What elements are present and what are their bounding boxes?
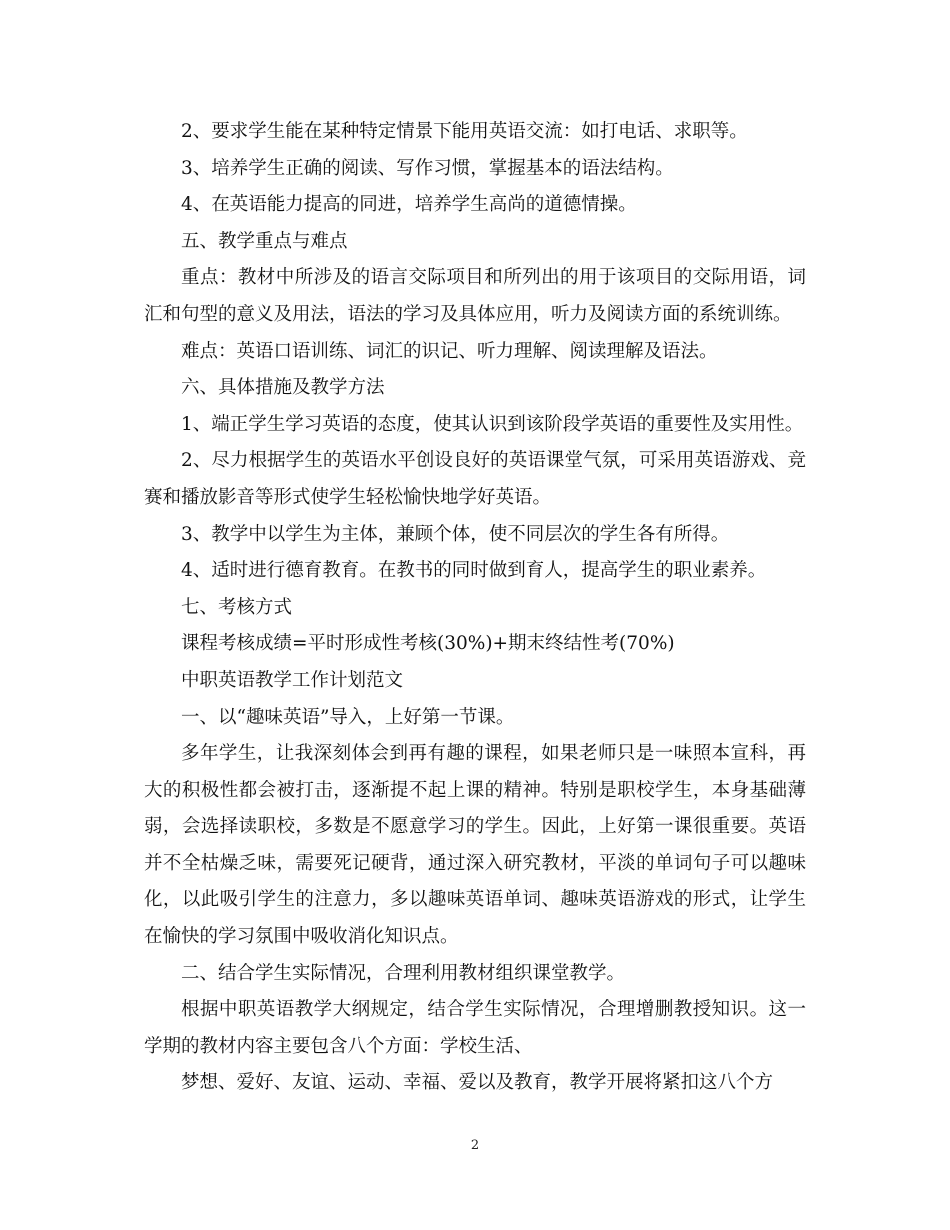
section-heading-key-points: 五、教学重点与难点 — [181, 230, 348, 252]
paragraph-assessment: 课程考核成绩=平时形成性考核(30%)+期末终结性考(70%) — [181, 633, 675, 655]
page-number: 2 — [470, 1138, 480, 1153]
paragraph-goal-4: 4、在英语能力提高的同进，培养学生高尚的道德情操。 — [181, 194, 637, 216]
paragraph-topics: 梦想、爱好、友谊、运动、幸福、爱以及教育，教学开展将紧扣这八个方 — [181, 1072, 774, 1094]
section-heading-assessment: 七、考核方式 — [181, 596, 293, 618]
paragraph-fun-english: 多年学生，让我深刻体会到再有趣的课程，如果老师只是一味照本宣科，再大的积极性都会被打击，逐渐提不起上课的精神。特别是职校学生，本身基础薄弱，会选择读职校，多数是不愿意学习的学生。因此，上好第一课很重要。英语并不全枯燥乏味，需要死记硬背，通过深入研究教材，平淡的单词句子可以趣味化，以此吸引学生的注意力，多以趣味英语单词、趣味英语游戏的形式，让学生在愉快的学习氛围中吸收消化知识点。 — [144, 743, 806, 948]
section-heading-fun-english: 一、以“趣味英语”导入，上好第一节课。 — [181, 706, 515, 728]
paragraph-method-2: 2、尽力根据学生的英语水平创设良好的英语课堂气氛，可采用英语游戏、竞赛和播放影音等形式使学生轻松愉快地学好英语。 — [144, 450, 806, 508]
document-subtitle: 中职英语教学工作计划范文 — [181, 669, 404, 691]
section-heading-methods: 六、具体措施及教学方法 — [181, 377, 385, 399]
paragraph-key-points: 重点：教材中所涉及的语言交际项目和所列出的用于该项目的交际用语，词汇和句型的意义及用法，语法的学习及具体应用，听力及阅读方面的系统训练。 — [144, 267, 806, 325]
paragraph-method-4: 4、适时进行德育教育。在教书的同时做到育人，提高学生的职业素养。 — [181, 560, 767, 582]
body-text — [144, 114, 806, 1102]
paragraph-goal-2: 2、要求学生能在某种特定情景下能用英语交流：如打电话、求职等。 — [181, 121, 748, 142]
paragraph-textbook: 根据中职英语教学大纲规定，结合学生实际情况，合理增删教授知识。这一学期的教材内容主要包含八个方面：学校生活、 — [144, 999, 806, 1057]
section-heading-textbook: 二、结合学生实际情况，合理利用教材组织课堂教学。 — [181, 962, 626, 984]
paragraph-goal-3: 3、培养学生正确的阅读、写作习惯，掌握基本的语法结构。 — [181, 157, 674, 179]
paragraph-method-1: 1、端正学生学习英语的态度，使其认识到该阶段学英语的重要性及实用性。 — [181, 413, 804, 435]
paragraph-difficulties: 难点：英语口语训练、词汇的识记、听力理解、阅读理解及语法。 — [181, 340, 718, 362]
paragraph-method-3: 3、教学中以学生为主体，兼顾个体，使不同层次的学生各有所得。 — [181, 523, 730, 545]
